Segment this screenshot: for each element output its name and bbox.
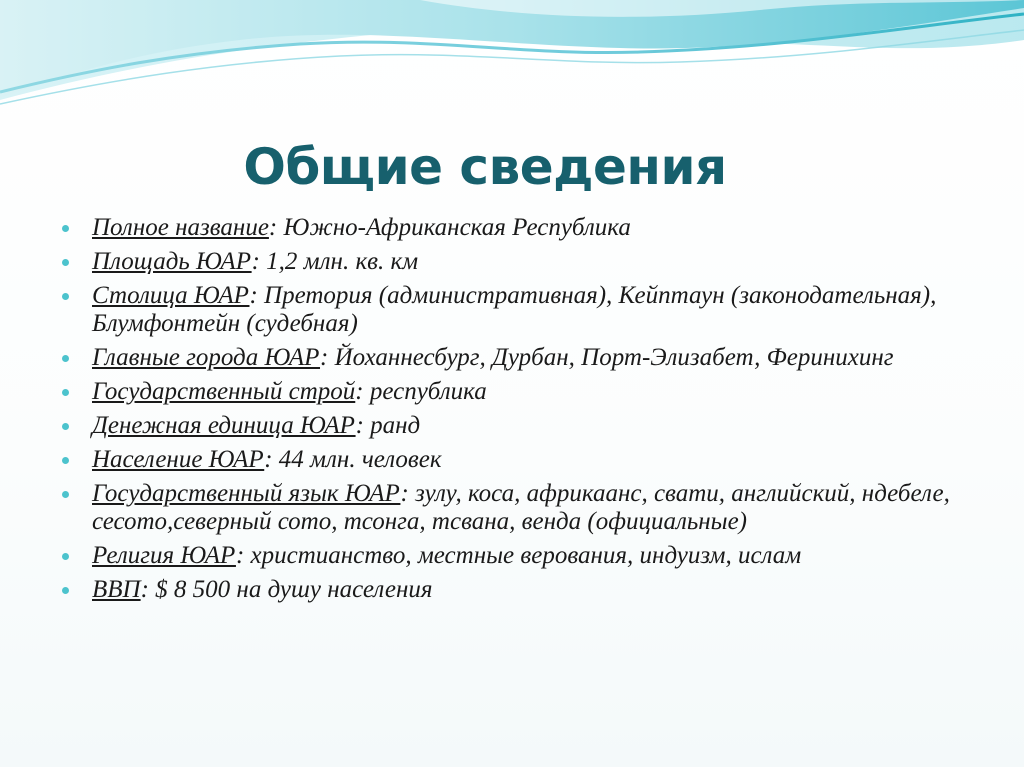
fact-value: : ранд bbox=[355, 412, 421, 439]
wave-header-decoration bbox=[0, 0, 1024, 120]
bullet-icon bbox=[62, 587, 69, 594]
fact-language bbox=[60, 480, 990, 536]
bullet-icon bbox=[62, 259, 69, 266]
slide-title: Общие сведения bbox=[243, 138, 727, 196]
fact-value: : зулу, коса, африкаанс, свати, английский, ндебеле, сесото,северный сото, тсонга, тсвана, венда (официальные) bbox=[92, 480, 950, 535]
fact-value: : Йоханнесбург, Дурбан, Порт-Элизабет, Феринихинг bbox=[320, 344, 894, 371]
fact-value: : христианство, местные верования, индуизм, ислам bbox=[235, 542, 802, 569]
bullet-icon bbox=[62, 457, 69, 464]
fact-value: : Претория (административная), Кейптаун (законодательная), Блумфонтейн (судебная) bbox=[92, 282, 937, 337]
fact-government bbox=[60, 378, 990, 406]
fact-term: Религия ЮАР bbox=[92, 542, 236, 569]
bullet-icon bbox=[62, 389, 69, 396]
bullet-icon bbox=[62, 225, 69, 232]
fact-value: : $ 8 500 на душу населения bbox=[140, 576, 433, 603]
fact-religion bbox=[60, 542, 990, 570]
fact-population bbox=[60, 446, 990, 474]
fact-term: ВВП bbox=[92, 576, 141, 603]
bullet-icon bbox=[62, 491, 69, 498]
fact-value: : 44 млн. человек bbox=[264, 446, 442, 473]
fact-term: Денежная единица ЮАР bbox=[92, 412, 356, 439]
fact-gdp bbox=[60, 576, 990, 604]
fact-full-name bbox=[60, 214, 990, 242]
fact-term: Столица ЮАР bbox=[92, 282, 250, 309]
bullet-icon bbox=[62, 293, 69, 300]
fact-term: Государственный язык ЮАР bbox=[92, 480, 401, 507]
fact-value: : 1,2 млн. кв. км bbox=[251, 248, 419, 275]
fact-term: Полное название bbox=[92, 214, 269, 241]
bullet-icon bbox=[62, 355, 69, 362]
bullet-icon bbox=[62, 423, 69, 430]
facts-list bbox=[60, 214, 990, 610]
fact-main-cities bbox=[60, 344, 990, 372]
fact-term: Население ЮАР bbox=[92, 446, 265, 473]
bullet-icon bbox=[62, 553, 69, 560]
fact-term: Площадь ЮАР bbox=[92, 248, 252, 275]
fact-currency bbox=[60, 412, 990, 440]
fact-term: Главные города ЮАР bbox=[92, 344, 321, 371]
fact-value: : Южно-Африканская Республика bbox=[268, 214, 631, 241]
fact-term: Государственный строй bbox=[92, 378, 356, 405]
fact-capital bbox=[60, 282, 990, 338]
fact-area bbox=[60, 248, 990, 276]
fact-value: : республика bbox=[355, 378, 487, 405]
